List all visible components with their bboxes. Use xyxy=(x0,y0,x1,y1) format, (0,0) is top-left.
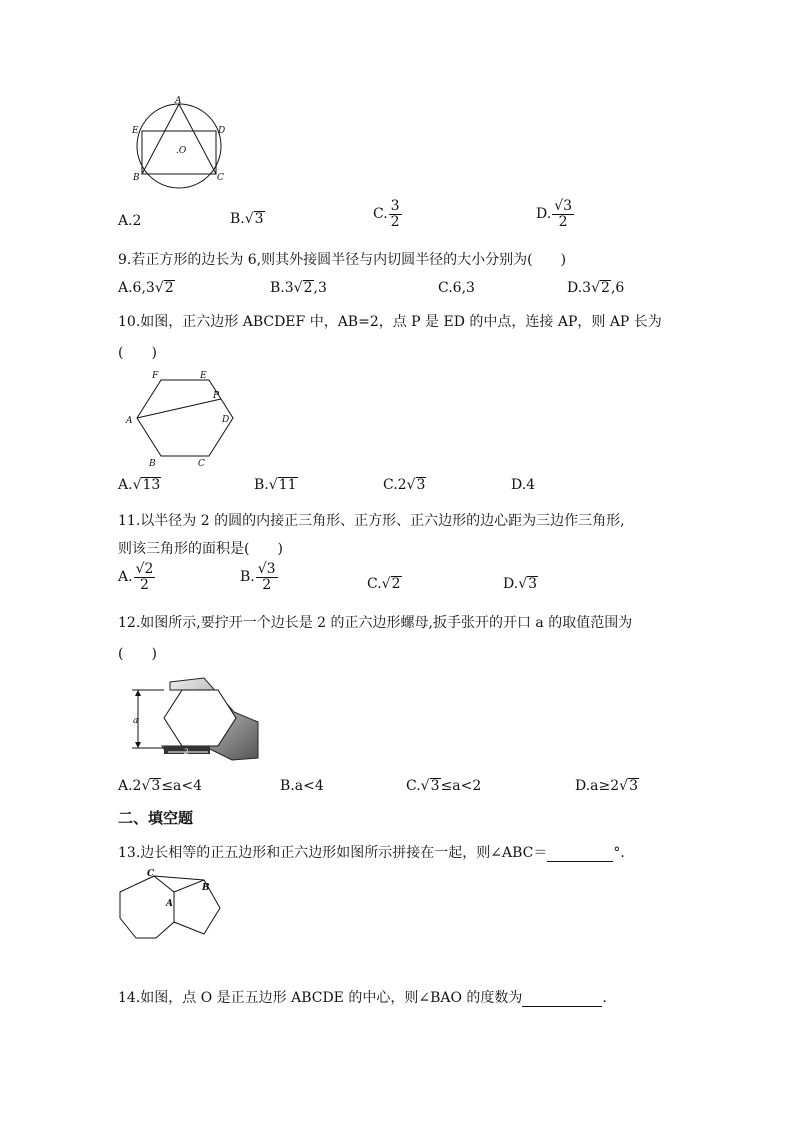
q13-polygons-figure xyxy=(118,866,226,942)
q12-option-b: B.a<4 xyxy=(280,778,324,794)
q11-option-c: C.√2 xyxy=(367,576,401,592)
q12-option-a: A.2√3≤a<4 xyxy=(118,778,203,794)
q13-label-b: B xyxy=(202,883,210,893)
q12-wrench-figure xyxy=(124,672,264,764)
q8-option-a: A.2 xyxy=(118,213,142,229)
q10-option-a: A.√13 xyxy=(118,477,161,493)
q10-option-b: B.√11 xyxy=(254,477,297,493)
q11-option-b: B. $\frac{√3}{2}$ xyxy=(240,561,276,593)
q8-label-b: B xyxy=(133,173,140,183)
q13-answer-blank[interactable] xyxy=(547,845,613,862)
q11-option-d: D.√3 xyxy=(503,576,538,592)
q9-option-b: B.3√2,3 xyxy=(270,280,327,296)
q12-label-a: a xyxy=(133,716,139,726)
q9-option-d: D.3√2,6 xyxy=(567,280,625,296)
q10-label-p: P xyxy=(213,391,220,401)
q11-stem: 11.以半径为 2 的圆的内接正三角形、正方形、正六边形的边心距为三边作三角形, xyxy=(118,513,625,529)
q11-option-a: A. $\frac{√2}{2}$ xyxy=(118,561,154,593)
q8-figure xyxy=(128,96,228,196)
q8-label-e: E xyxy=(132,126,139,136)
q12-label-2: 2 xyxy=(184,748,189,756)
q8-label-o: .O xyxy=(176,146,187,156)
q10-label-d: D xyxy=(222,415,230,425)
q14-answer-blank[interactable] xyxy=(522,990,602,1007)
q12-option-c: C.√3≤a<2 xyxy=(406,778,482,794)
q9-option-c: C.6,3 xyxy=(438,280,475,296)
q10-option-d: D.4 xyxy=(511,477,536,493)
q8-option-c: C. $\frac{3}{2}$ xyxy=(373,198,400,230)
q10-stem: 10.如图，正六边形 ABCDEF 中，AB=2，点 P 是 ED 的中点，连接 AP，则 AP 长为 xyxy=(118,314,662,330)
q14-stem: 14.如图，点 O 是正五边形 ABCDE 的中心，则∠BAO 的度数为 . xyxy=(118,990,607,1006)
q10-option-c: C.2√3 xyxy=(383,477,426,493)
q9-stem: 9.若正方形的边长为 6,则其外接圆半径与内切圆半径的大小分别为( ) xyxy=(118,252,567,268)
q10-label-c: C xyxy=(198,459,205,469)
q10-label-b: B xyxy=(149,459,156,469)
q10-paren: ( ) xyxy=(118,345,157,361)
q8-option-b: B.√3 xyxy=(230,211,264,227)
q13-stem: 13.边长相等的正五边形和正六边形如图所示拼接在一起，则∠ABC＝ °． xyxy=(118,845,635,861)
q12-paren: ( ) xyxy=(118,646,157,662)
q9-option-a: A.6,3√2 xyxy=(118,280,174,296)
q13-label-c: C xyxy=(147,869,155,879)
q10-label-a: A xyxy=(126,416,133,426)
section-heading-fill-in: 二、填空题 xyxy=(118,809,194,827)
q8-option-d: D. $\frac{√3}{2}$ xyxy=(536,198,573,230)
q10-label-e: E xyxy=(200,371,207,381)
q10-hexagon-figure xyxy=(125,368,235,468)
q8-label-c: C xyxy=(217,173,224,183)
q11-stem-line2: 则该三角形的面积是( ) xyxy=(118,541,283,557)
q13-label-a: A xyxy=(166,899,173,909)
q8-label-a: A xyxy=(175,96,182,106)
q10-label-f: F xyxy=(152,371,159,381)
q12-option-d: D.a≥2√3 xyxy=(575,778,639,794)
q12-stem: 12.如图所示,要拧开一个边长是 2 的正六边形螺母,扳手张开的开口 a 的取值范围为 xyxy=(118,615,633,631)
q8-label-d: D xyxy=(218,126,226,136)
